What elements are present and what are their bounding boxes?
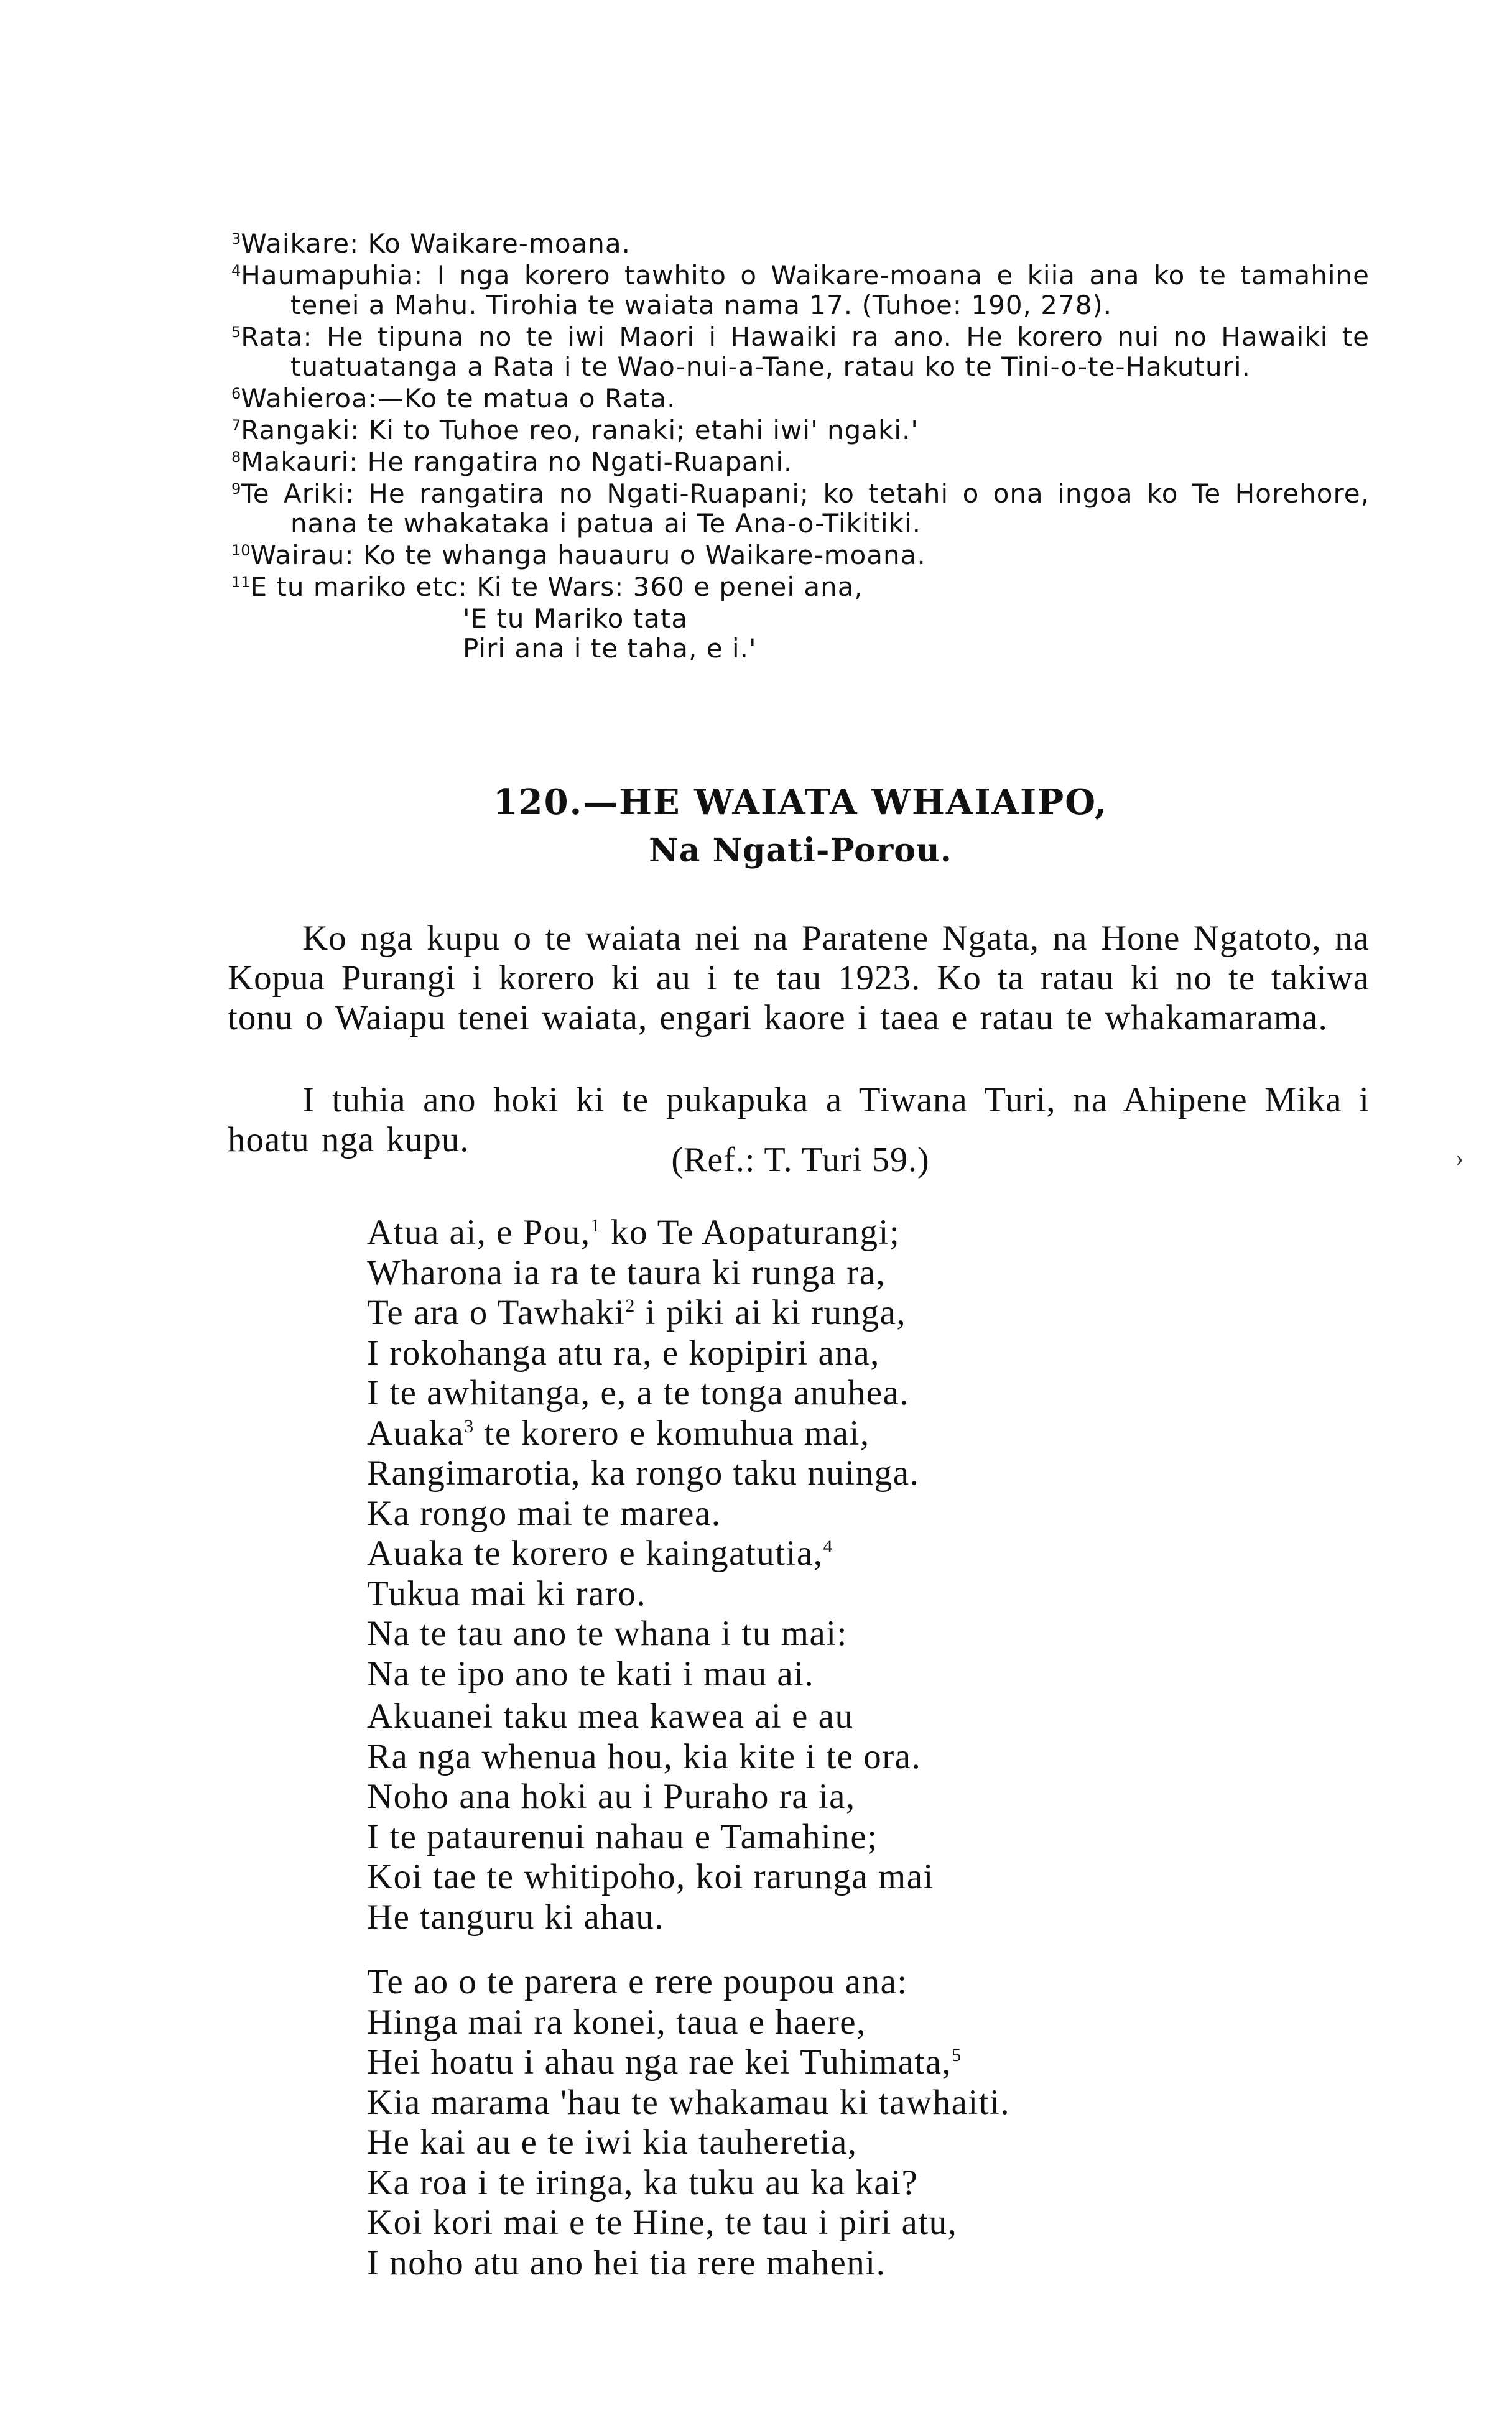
stanza-3 (367, 1962, 1362, 2283)
footnote-quote-line-1: 'E tu Mariko tata (463, 603, 689, 634)
footnotes-section (231, 229, 1370, 664)
line-text-after: i piki ai ki runga, (635, 1293, 907, 1332)
footnote-text: Haumapuhia: I nga korero tawhito o Waikare-moana e kiia ana ko te tamahine tenei a Mahu. Tirohia te waiata nama 17. (Tuhoe: 190, 278). (241, 260, 1370, 320)
line-text: Hinga mai ra konei, taua e haere, (367, 2002, 866, 2042)
line-text: I te awhitanga, e, a te tonga anuhea. (367, 1373, 910, 1412)
footnote-number: 10 (231, 542, 251, 559)
line-text: Auaka te korero e kaingatutia, (367, 1534, 823, 1573)
line-text: Rangimarotia, ka rongo taku nuinga. (367, 1453, 920, 1493)
intro-paragraph-1: Ko nga kupu o te waiata nei na Paratene Ngata, na Hone Ngatoto, na Kopua Purangi i korero ki au i te tau 1923. Ko ta ratau ki no te takiwa tonu o Waiapu tenei waiata, engari kaore i taea e ratau te whakamarama. (228, 919, 1370, 1037)
poem-line (367, 1737, 1362, 1777)
line-text: I noho atu ano hei tia rere maheni. (367, 2243, 886, 2282)
line-text: Ra nga whenua hou, kia kite i te ora. (367, 1736, 922, 1776)
line-text-after: te korero e komuhua mai, (474, 1413, 870, 1453)
line-text: I rokohanga atu ra, e kopipiri ana, (367, 1333, 880, 1373)
line-text: Auaka (367, 1413, 465, 1453)
footnote-ref: 2 (625, 1295, 636, 1316)
poem-line (367, 1414, 1362, 1454)
footnote-11 (231, 572, 1370, 602)
poem-line (367, 2203, 1362, 2243)
footnote-ref: 1 (590, 1215, 601, 1236)
footnote-5 (231, 322, 1370, 382)
line-text: Hei hoatu i ahau nga rae kei Tuhimata, (367, 2042, 952, 2082)
footnote-text: Rangaki: Ki to Tuhoe reo, ranaki; etahi iwi' ngaki.' (241, 415, 919, 445)
stanza-2 (367, 1697, 1362, 1937)
poem-line (367, 1574, 1362, 1615)
footnote-ref: 4 (823, 1536, 833, 1557)
line-text: Na te ipo ano te kati i mau ai. (367, 1654, 815, 1694)
footnote-9 (231, 479, 1370, 539)
footnote-4 (231, 261, 1370, 320)
footnote-text: Te Ariki: He rangatira no Ngati-Ruapani; ko tetahi o ona ingoa ko Te Horehore, nana te whakataka i patua ai Te Ana-o-Tikitiki. (241, 478, 1370, 539)
footnote-number: 4 (231, 262, 241, 279)
poem-line (367, 1293, 1362, 1333)
line-text: Akuanei taku mea kawea ai e au (367, 1697, 854, 1736)
line-text: I te pataurenui nahau e Tamahine; (367, 1817, 878, 1856)
line-text: Na te tau ano te whana i tu mai: (367, 1614, 848, 1653)
footnote-text: Wahieroa:—Ko te matua o Rata. (241, 383, 676, 414)
poem-line (367, 1253, 1362, 1294)
footnote-number: 8 (231, 448, 241, 466)
line-text-after: ko Te Aopaturangi; (601, 1213, 901, 1252)
poem-line (367, 1857, 1362, 1897)
footnote-10 (231, 540, 1370, 570)
footnote-7 (231, 415, 1370, 445)
poem-line (367, 1534, 1362, 1574)
line-text: He tanguru ki ahau. (367, 1897, 665, 1937)
footnote-number: 6 (231, 385, 241, 402)
footnote-number: 3 (231, 230, 241, 248)
poem-line (367, 2243, 1362, 2284)
line-text: Koi tae te whitipoho, koi rarunga mai (367, 1857, 934, 1896)
intro-paragraph-2: I tuhia ano hoki ki te pukapuka a Tiwana Turi, na Ahipene Mika i hoatu nga kupu. (228, 1080, 1370, 1159)
line-text: Kia marama 'hau te whakamau ki tawhaiti. (367, 2082, 1011, 2122)
poem-line (367, 1213, 1362, 1253)
footnote-3 (231, 229, 1370, 259)
footnote-text: Rata: He tipuna no te iwi Maori i Hawaiki ra ano. He korero nui no Hawaiki te tuatuatanga a Rata i te Wao-nui-a-Tane, ratau ko te Tini-o-te-Hakuturi. (241, 322, 1370, 382)
line-text: Noho ana hoki au i Puraho ra ia, (367, 1777, 856, 1816)
footnote-ref: 3 (464, 1416, 475, 1437)
stray-print-mark: › (1455, 1144, 1464, 1172)
line-text: Atua ai, e Pou, (367, 1213, 591, 1252)
footnote-number: 5 (231, 323, 241, 341)
line-text: Ka roa i te iringa, ka tuku au ka kai? (367, 2162, 919, 2202)
footnote-number: 7 (231, 417, 241, 434)
poem-line (367, 1697, 1362, 1737)
song-subtitle: Na Ngati-Porou. (649, 832, 952, 869)
song-reference: (Ref.: T. Turi 59.) (671, 1141, 930, 1179)
poem-line (367, 1614, 1362, 1654)
poem-line (367, 1817, 1362, 1858)
footnote-number: 11 (231, 573, 251, 591)
line-text: Wharona ia ra te taura ki runga ra, (367, 1253, 886, 1292)
footnote-text: Waikare: Ko Waikare-moana. (241, 228, 631, 259)
poem-line (367, 1654, 1362, 1695)
footnote-text: Wairau: Ko te whanga hauauru o Waikare-moana. (250, 540, 926, 570)
song-title: 120.—HE WAIATA WHAIAIPO, (493, 782, 1108, 823)
poem-line (367, 1897, 1362, 1938)
line-text: Koi kori mai e te Hine, te tau i piri atu, (367, 2203, 958, 2242)
poem-line (367, 2083, 1362, 2123)
footnote-text: E tu mariko etc: Ki te Wars: 360 e penei ana, (250, 572, 863, 602)
line-text: Te ao o te parera e rere poupou ana: (367, 1962, 908, 2001)
footnote-6 (231, 384, 1370, 414)
poem-line (367, 2042, 1362, 2083)
line-text: Tukua mai ki raro. (367, 1573, 647, 1613)
stanza-1 (367, 1213, 1362, 1694)
line-text: He kai au e te iwi kia tauheretia, (367, 2123, 858, 2162)
line-text: Te ara o Tawhaki (367, 1293, 626, 1332)
poem-line (367, 1962, 1362, 2003)
footnote-8 (231, 447, 1370, 477)
poem-line (367, 1453, 1362, 1494)
footnote-quote-line-2: Piri ana i te taha, e i.' (463, 633, 757, 664)
poem-line (367, 1333, 1362, 1374)
poem-line (367, 2163, 1362, 2203)
footnote-number: 9 (231, 480, 241, 498)
footnote-ref: 5 (952, 2045, 962, 2065)
poem-line (367, 1494, 1362, 1534)
line-text: Ka rongo mai te marea. (367, 1493, 721, 1533)
poem-line (367, 2123, 1362, 2163)
poem-line (367, 1373, 1362, 1414)
poem-line (367, 1777, 1362, 1817)
footnote-text: Makauri: He rangatira no Ngati-Ruapani. (241, 447, 793, 477)
poem-line (367, 2003, 1362, 2043)
